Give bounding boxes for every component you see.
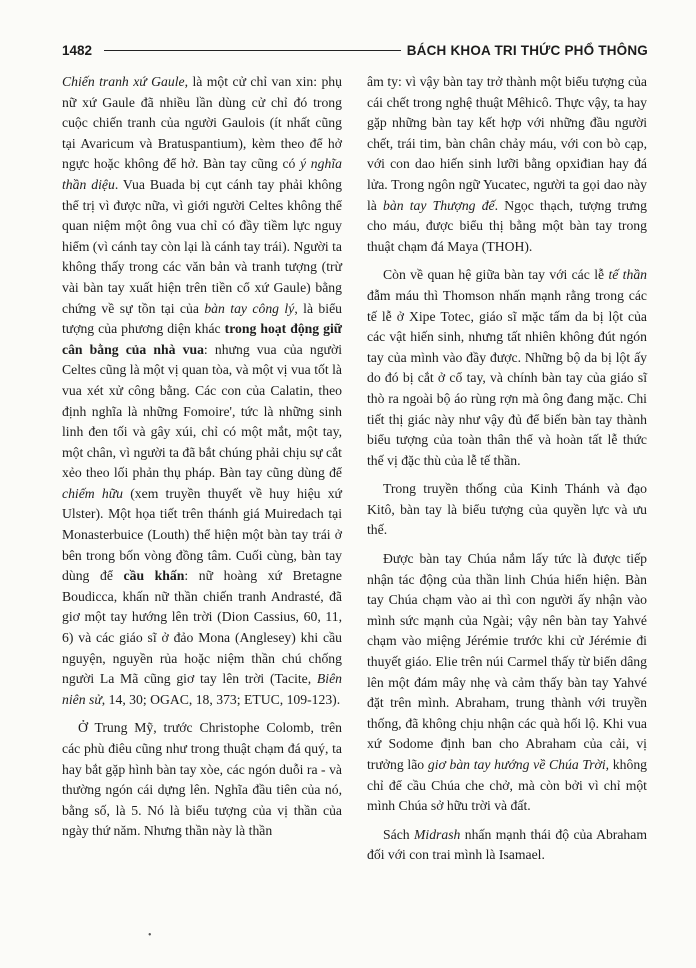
text-run: (xem truyền thuyết về huy hiệu xứ Ulster). Một họa tiết trên thánh giá Muiredach tại Monasterbuice (Louth) thể hiện một bàn tay trái ở bên trong bốn vòng đồng tâm. Cuối cùng, bàn tay dùng để [62, 485, 342, 584]
header-rule [104, 50, 401, 51]
text-run: . Ngọc thạch, tượng trưng cho máu, được biểu thị bằng một bàn tay trong thuật chạm đá Maya (THOH). [367, 197, 647, 254]
italic-run: bàn tay Thượng đế [383, 197, 495, 213]
italic-run: giơ bàn tay hướng về Chúa Trời [427, 757, 606, 772]
right-column [367, 72, 647, 868]
paragraph [367, 265, 647, 471]
text-run: : nữ hoàng xứ Bretagne Boudicca, khấn nữ thần chiến tranh Andrasté, đã giơ một tay hướng lên trời (Dion Cassius, 60, 11, 6) và các giáo sĩ ở đảo Mona (Anglesey) khi cầu nguyện, nguyền rủa hoặc niệm thần chú chống người La Mã cũng giơ tay lên trời (Tacite, [62, 568, 342, 687]
text-run: , là biểu tượng của phương diện khác [62, 300, 342, 337]
bold-run: trong hoạt động giữ cân bằng của nhà vua [62, 321, 342, 357]
italic-run: Biên niên sử [62, 671, 342, 707]
text-run: nhấn mạnh thái độ của Abraham đối với con trai mình là Isamael. [367, 826, 647, 863]
text-run: , 14, 30; OGAC, 18, 373; ETUC, 109-123). [101, 691, 341, 707]
paragraph [367, 549, 647, 817]
text-run: Được bàn tay Chúa nắm lấy tức là được tiếp nhận tác động của thần linh Chúa hiển hiện. Bàn tay Chúa chạm vào ai thì con người ấy nhận vào mình sức mạnh của Ngài; vậy nên bàn tay Yahvé chạm vào miệng Jérémie trước khi cử Jérémie đi thuyết giáo. Elie trên núi Carmel thấy từ biển dâng lên một đám mây nhẹ và cảm thấy bàn tay Yahvé đặt trên mình. Abraham, trung thành với truyền thống, đã không chịu nhận các quà hối lộ. Khi vua xứ Sodome định ban cho Abraham của cải, vị trưởng lão [367, 551, 647, 772]
left-column [62, 72, 342, 844]
paragraph [62, 718, 342, 842]
italic-run: Midrash [413, 826, 461, 842]
paragraph [367, 825, 647, 866]
italic-run: ý nghĩa thần diệu [62, 156, 342, 192]
paragraph [367, 479, 647, 541]
paragraph [367, 72, 647, 257]
italic-run: chiếm hữu [62, 485, 124, 501]
bold-run: cầu khấn [123, 568, 185, 584]
text-run: . Vua Buada bị cụt cánh tay phải không thể trị vì được nữa, vì giới người Celtes không thể quan niệm một ông vua chỉ có đầy tiềm lực nguy hiểm (vì cánh tay còn lại là cánh tay trái). Người ta không thấy trong các văn bản và tranh tượng (trừ vài bàn tay xuất hiện trên tiền cổ xứ Gaule) bằng chứng về sự tồn tại của [62, 176, 342, 316]
page-number: 1482 [62, 42, 93, 58]
text-run: , không chỉ để cầu Chúa che chở, mà còn bởi vì chỉ một mình Chúa sở hữu trời và đất. [367, 757, 648, 814]
text-run: , là một cử chỉ van xin: phụ nữ xứ Gaule đã nhiều lần dùng cử chỉ đó trong cuộc chiến tranh của người Gaulois (ít nhất cũng tại Avaricum và Bratuspantium), kèm theo để hở ngực hoặc không để hở. Bàn tay cũng có [62, 74, 342, 172]
text-run: : nhưng vua của người Celtes cũng là một vị quan tòa, và một vị vua tốt là vua xét xử công bằng. Các con của Calatin, theo định nghĩa là những Fomoire', tức là những sinh linh đen tối và gây xúi, chỉ có một mắt, một tay, một chân, vì người ta đã bắt chúng phải chịu sự cắt xẻo theo lối phản thụ pháp. Bàn tay cũng dùng để [62, 341, 342, 481]
running-title: BÁCH KHOA TRI THỨC PHỔ THÔNG [406, 42, 648, 58]
text-run: âm ty: vì vậy bàn tay trở thành một biểu tượng của cái chết trong nghệ thuật Mêhicô. Thực vậy, ta hay gặp những bàn tay kết hợp với những đầu người chết, trái tim, bàn chân chảy máu, với con bò cạp, với con dao hiến sinh lưỡi bằng opxiđian hay đá lửa. Trong ngôn ngữ Yucatec, người ta gọi dao này là [367, 74, 647, 213]
text-run: Sách [383, 826, 414, 842]
text-run: Ở Trung Mỹ, trước Christophe Colomb, trên các phù điêu cũng như trong thuật chạm đá quý, ta hay bắt gặp hình bàn tay xòe, các ngón duỗi ra - và thường ngón cái dựng lên. Nghĩa đầu tiên của nó, bằng số, là 5. Nó là biểu tượng của vị thần của ngày thứ năm. Nhưng thần này là thần [62, 720, 342, 839]
footer-mark: • [148, 930, 152, 941]
italic-run: bàn tay công lý [204, 300, 295, 316]
running-header [62, 40, 648, 60]
text-run: Trong truyền thống của Kinh Thánh và đạo Kitô, bàn tay là biểu tượng của quyền lực và ưu thế. [367, 481, 647, 538]
text-run: Còn về quan hệ giữa bàn tay với các lễ [383, 267, 609, 283]
text-run: đẫm máu thì Thomson nhấn mạnh rằng trong các tế lễ ở Xipe Totec, giáo sĩ mặc tấm da bị lột của các vật hiến sinh, nhưng tất nhiên không đút ngón tay của mình vào đầy được. Những bộ da bị lột ấy do đó bị cắt ở cổ tay, và chính bàn tay của giáo sĩ thò ra ngoài bộ áo rùng rợn mà ông đang mặc. Chi tiết thị giác này như vậy đủ để biến bàn tay thành biểu tượng của toàn thân thể và hoàn tất lễ thức thế vị đặc thù của lễ tế thần. [367, 287, 647, 468]
paragraph [62, 72, 342, 710]
italic-run: tế thần [608, 267, 648, 283]
italic-run: Chiến tranh xứ Gaule [62, 74, 185, 89]
